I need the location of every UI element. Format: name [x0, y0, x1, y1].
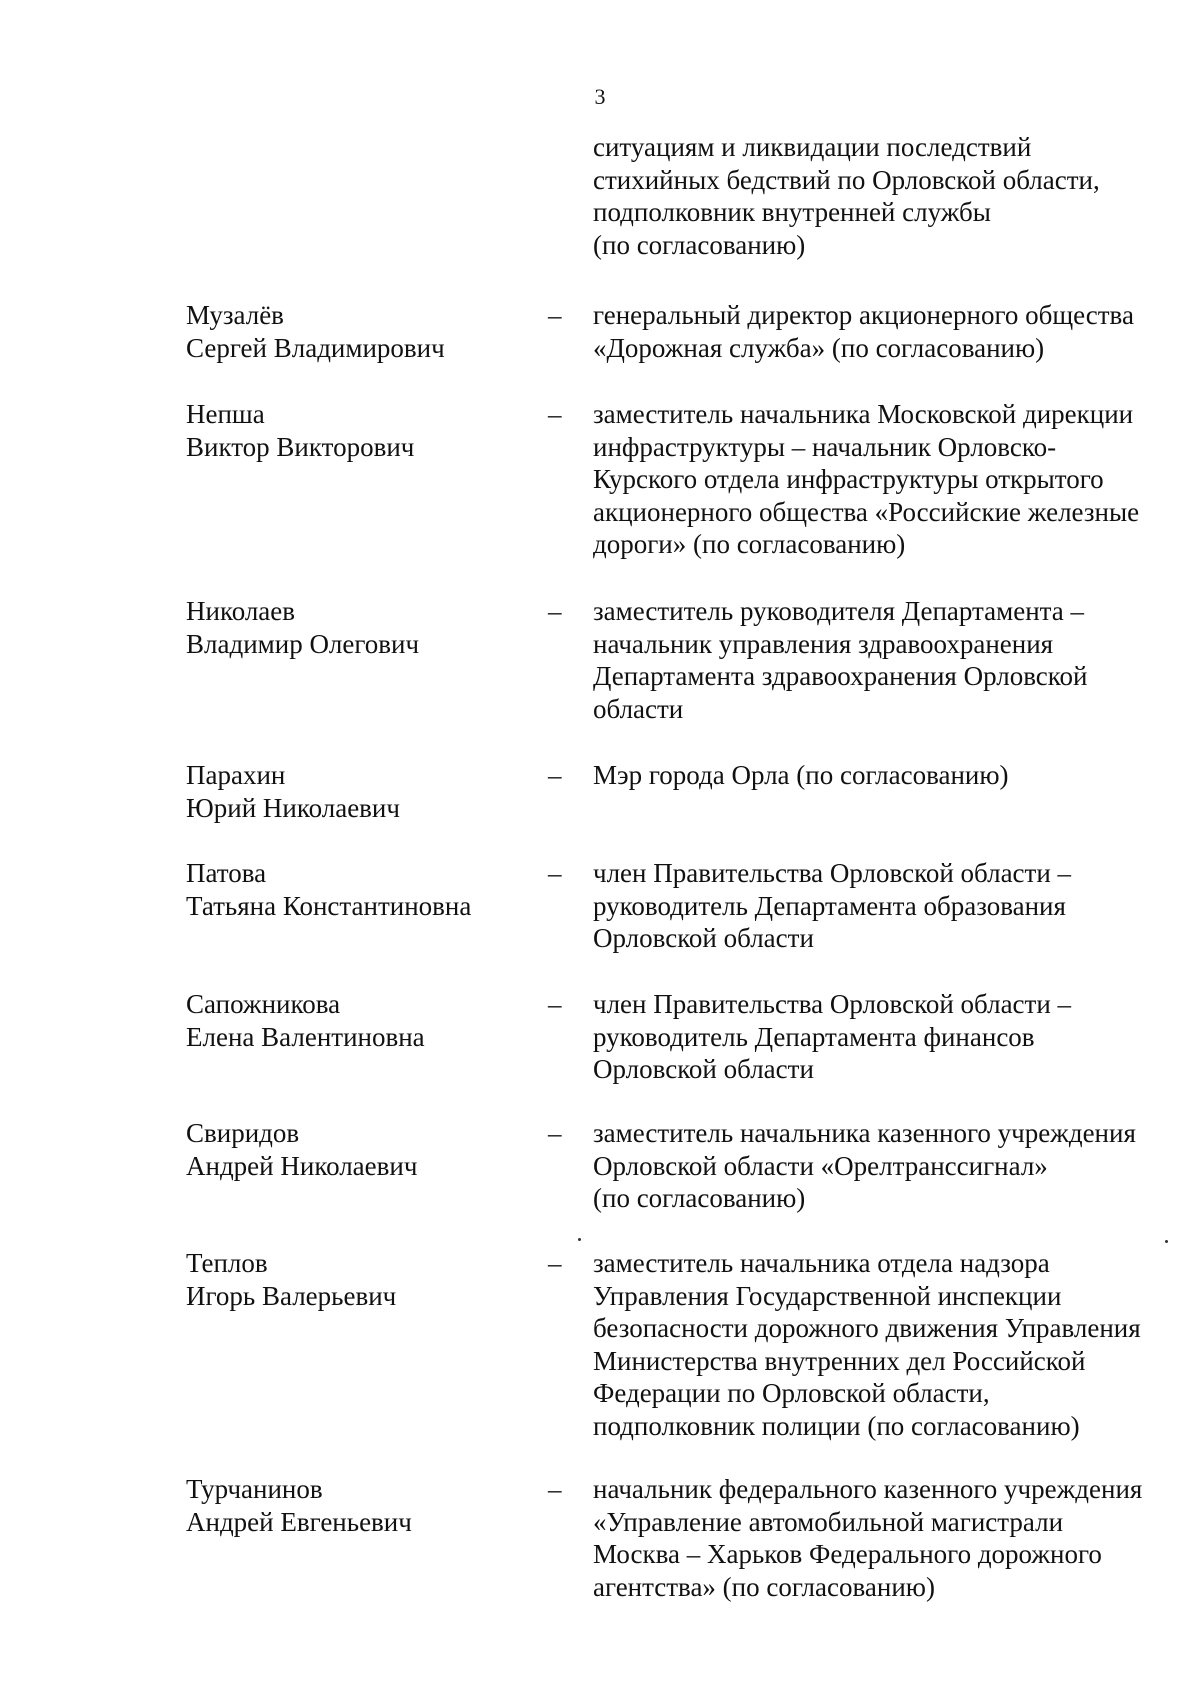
description-line: подполковник полиции (по согласованию) [593, 1410, 1080, 1441]
description-line: член Правительства Орловской области – [593, 989, 1072, 1019]
member-description [593, 1247, 1183, 1442]
description-line: Орловской области [593, 1054, 814, 1084]
description-line: Федерации по Орловской области, [593, 1378, 990, 1408]
description-line: заместитель начальника казенного учреждения [593, 1118, 1136, 1148]
member-description [593, 299, 1183, 364]
description-line: заместитель руководителя Департамента – [593, 596, 1085, 626]
member-name [186, 1247, 516, 1312]
description-line: Москва – Харьков Федерального дорожного [593, 1539, 1102, 1569]
member-name [186, 299, 516, 364]
description-line: Курского отдела инфраструктуры открытого [593, 464, 1104, 494]
member-description [593, 595, 1183, 725]
member-surname: Музалёв [186, 300, 284, 330]
scan-speck [578, 1238, 581, 1241]
description-line: подполковник внутренней службы [593, 197, 991, 227]
member-description [593, 857, 1183, 955]
member-given-names: Елена Валентиновна [186, 1021, 425, 1052]
description-line: руководитель Департамента образования [593, 890, 1066, 921]
page-number: 3 [594, 84, 606, 109]
member-given-names: Владимир Олегович [186, 628, 420, 659]
member-surname: Парахин [186, 760, 286, 790]
member-surname: Сапожникова [186, 989, 341, 1019]
member-description [593, 1473, 1183, 1603]
dash-separator: – [548, 596, 562, 626]
description-line: агентства» (по согласованию) [593, 1571, 935, 1602]
member-given-names: Сергей Владимирович [186, 332, 445, 363]
dash-separator: – [548, 989, 562, 1019]
member-name [186, 595, 516, 660]
continued-description [593, 131, 1183, 261]
member-name [186, 1473, 516, 1538]
description-line: дороги» (по согласованию) [593, 529, 906, 559]
description-line: акционерного общества «Российские железные [593, 496, 1140, 527]
member-name [186, 988, 516, 1053]
dash-separator: – [548, 399, 562, 429]
dash-separator: – [548, 1118, 562, 1148]
description-line: руководитель Департамента финансов [593, 1021, 1035, 1052]
member-surname: Турчанинов [186, 1474, 323, 1504]
description-line: Орловской области [593, 923, 814, 953]
member-given-names: Андрей Николаевич [186, 1150, 418, 1181]
description-line: (по согласованию) [593, 1183, 806, 1213]
description-line: «Дорожная служба» (по согласованию) [593, 332, 1045, 363]
member-name [186, 398, 516, 463]
description-line: член Правительства Орловской области – [593, 858, 1072, 888]
dash-separator: – [548, 760, 562, 790]
member-name [186, 759, 516, 824]
dash-separator: – [548, 1474, 562, 1504]
description-line: безопасности дорожного движения Управления [593, 1313, 1141, 1343]
member-surname: Патова [186, 858, 267, 888]
description-line: генеральный директор акционерного общества [593, 300, 1134, 330]
member-name [186, 1117, 516, 1182]
member-description [593, 759, 1183, 792]
member-name [186, 857, 516, 922]
scan-speck [1165, 1240, 1168, 1243]
description-line: ситуациям и ликвидации последствий [593, 132, 1032, 162]
description-line: начальник управления здравоохранения [593, 628, 1054, 659]
dash-separator: – [548, 1248, 562, 1278]
description-line: Мэр города Орла (по согласованию) [593, 760, 1009, 790]
description-line: начальник федерального казенного учреждения [593, 1474, 1143, 1504]
description-line: стихийных бедствий по Орловской области, [593, 164, 1100, 195]
member-given-names: Юрий Николаевич [186, 792, 400, 823]
member-given-names: Виктор Викторович [186, 431, 415, 462]
description-line: (по согласованию) [593, 229, 806, 260]
member-description [593, 1117, 1183, 1215]
dash-separator: – [548, 858, 562, 888]
member-surname: Николаев [186, 596, 296, 626]
member-given-names: Татьяна Константиновна [186, 890, 472, 921]
description-line: Министерства внутренних дел Российской [593, 1345, 1086, 1376]
description-line: Управления Государственной инспекции [593, 1280, 1062, 1311]
member-description [593, 988, 1183, 1086]
member-surname: Непша [186, 399, 265, 429]
description-line: заместитель начальника отдела надзора [593, 1248, 1050, 1278]
description-line: Орловской области «Орелтранссигнал» [593, 1150, 1048, 1181]
description-line: заместитель начальника Московской дирекции [593, 399, 1134, 429]
dash-separator: – [548, 300, 562, 330]
member-given-names: Андрей Евгеньевич [186, 1506, 412, 1537]
description-line: «Управление автомобильной магистрали [593, 1506, 1064, 1537]
member-surname: Свиридов [186, 1118, 300, 1148]
member-given-names: Игорь Валерьевич [186, 1280, 397, 1311]
description-line: Департамента здравоохранения Орловской [593, 661, 1088, 691]
description-line: области [593, 693, 684, 724]
member-surname: Теплов [186, 1248, 268, 1278]
member-description [593, 398, 1183, 561]
description-line: инфраструктуры – начальник Орловско- [593, 431, 1057, 462]
